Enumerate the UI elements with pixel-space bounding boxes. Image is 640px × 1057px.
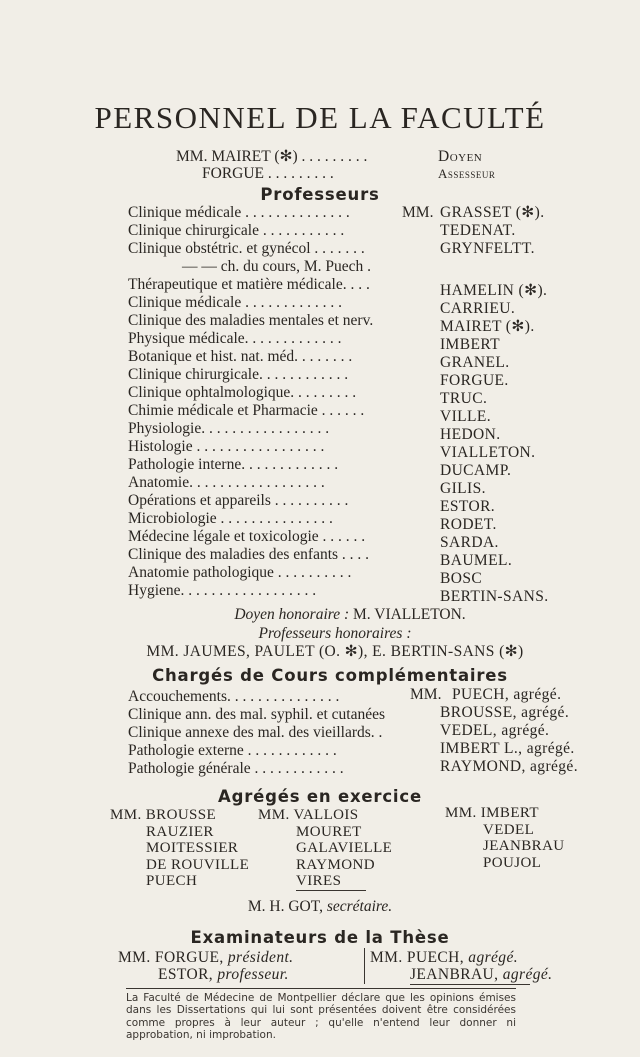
officer-name: FORGUE [202,165,265,182]
charge-name: VEDEL, agrégé. [440,722,550,739]
mm-prefix: MM. [410,686,442,703]
column-divider [364,948,365,984]
agrege-name: JEANBRAU [483,838,565,854]
examinateurs-right [370,949,552,983]
chair-subject: Clinique des maladies mentales et nerv. [128,312,374,329]
charge-subject: Clinique ann. des mal. syphil. et cutanées [128,706,385,723]
chair-name: VILLE. [440,408,492,425]
agrege-name: VEDEL [483,821,535,838]
chair-name: VIALLETON. [440,444,536,461]
chair-name: TEDENAT. [440,222,516,239]
chair-subject: Anatomie. . . . . . . . . . . . . . . . . . [128,474,325,491]
chair-subject: Histologie . . . . . . . . . . . . . . . . . [128,438,325,455]
chair-name: BAUMEL. [440,552,513,569]
agrege-name: POUJOL [483,854,542,871]
chair-name: GRASSET (✻). [440,204,545,221]
professeurs-honoraires-label: Professeurs honoraires : [258,625,412,642]
footnote-text: La Faculté de Médecine de Montpellier déclare que les opinions émises dans les Dissertations qui lui sont présentées doivent être considérées comme propres à leur auteur ; qu'elle n'entend leur donner ni approbation, ni improbation. [126,992,516,1042]
officer-row-assesseur [202,165,334,183]
agreges-column-1 [110,807,249,890]
doyen-honoraire-name: M. VIALLETON. [353,606,466,623]
chair-name: TRUC. [440,390,488,407]
secretaire-name: M. H. GOT, [247,898,323,915]
examinateur-name: ESTOR, [158,966,214,983]
chair-name: RODET. [440,516,497,533]
section-heading-agreges: Agrégés en exercice [218,787,422,806]
chair-subject: Clinique chirurgicale . . . . . . . . . . . [128,222,345,239]
charge-subject: Clinique annexe des mal. des vieillards. . [128,724,383,741]
underline-rule [296,890,366,891]
officer-role: Assesseur [438,166,496,181]
officer-role: Doyen [438,148,483,165]
chair-name: GILIS. [440,480,486,497]
agrege-name: RAUZIER [146,823,214,840]
examinateur-role: professeur. [217,966,289,983]
secretaire-line [0,898,640,916]
secretaire-role: secrétaire. [326,898,393,915]
section-heading-charges: Chargés de Cours complémentaires [152,666,508,685]
agrege-name: MOITESSIER [146,840,239,856]
examinateur-name: FORGUE, [154,949,224,966]
examinateur-name: PUECH, [406,949,465,966]
chair-subject: Clinique médicale . . . . . . . . . . . . . . [128,204,350,221]
agrege-name: VALLOIS [293,807,359,823]
examinateur-role: agrégé. [502,966,553,983]
chair-subject: Clinique médicale . . . . . . . . . . . . . [128,294,342,311]
chair-name: MAIRET (✻). [440,318,535,335]
chair-subject: Physique médicale. . . . . . . . . . . . . [128,330,342,347]
doyen-honoraire-line [0,606,640,624]
chair-subject: Médecine légale et toxicologie . . . . . . [128,528,366,545]
chair-subject: Botanique et hist. nat. méd. . . . . . . . [128,348,353,365]
footnote-rule [126,988,516,989]
mm-prefix: MM. [118,949,151,966]
chair-name: BOSC [440,570,483,587]
chair-subject: Clinique des maladies des enfants . . . . [128,546,370,563]
chair-subject: Opérations et appareils . . . . . . . . . . [128,492,349,509]
agrege-name: DE ROUVILLE [146,856,250,873]
mm-prefix: MM. [402,204,434,221]
chair-subject: Chimie médicale et Pharmacie . . . . . . [128,402,365,419]
agrege-name: MOURET [296,823,362,840]
charge-name: IMBERT L., agrégé. [440,740,575,757]
chair-subject: Pathologie interne. . . . . . . . . . . . . [128,456,339,473]
leader-dots: . . . . . . . . . [297,148,368,165]
agreges-column-3 [445,805,565,871]
chair-name: ESTOR. [440,498,496,515]
agreges-column-2 [258,807,392,890]
chair-name: SARDA. [440,534,499,551]
chair-subject: Clinique ophtalmologique. . . . . . . . . [128,384,357,401]
section-heading-examinateurs: Examinateurs de la Thèse [190,928,450,947]
chair-subject: Thérapeutique et matière médicale. . . . [128,276,370,293]
mm-prefix: MM. [445,805,477,821]
chair-subject: Microbiologie . . . . . . . . . . . . . . . [128,510,333,527]
examinateurs-left [118,949,293,983]
chair-subject: Hygiene. . . . . . . . . . . . . . . . . . [128,582,317,599]
chair-name: FORGUE. [440,372,509,389]
examinateur-role: président. [227,949,294,966]
examinateur-name: JEANBRAU, [410,966,499,983]
doyen-honoraire-label: Doyen honoraire : [234,606,350,623]
agrege-name: IMBERT [480,805,539,821]
agrege-name: RAYMOND [296,856,375,873]
charge-name: RAYMOND, agrégé. [440,758,578,775]
chair-name: CARRIEU. [440,300,516,317]
chair-name: DUCAMP. [440,462,512,479]
leader-dots: . . . . . . . . . [264,165,334,182]
charge-subject: Pathologie externe . . . . . . . . . . . . [128,742,337,759]
chair-subject: Anatomie pathologique . . . . . . . . . . [128,564,352,581]
charge-name: BROUSSE, agrégé. [440,704,570,721]
chair-name: BERTIN-SANS. [440,588,549,605]
charge-name: PUECH, agrégé. [452,686,562,703]
chair-subject: Physiologie. . . . . . . . . . . . . . . . . [128,420,330,437]
section-heading-professeurs: Professeurs [260,185,380,204]
chair-name: GRYNFELTT. [440,240,535,257]
officer-row-doyen [176,148,367,166]
chair-subject: Clinique obstétric. et gynécol . . . . . . . [128,240,365,257]
charge-subject: Accouchements. . . . . . . . . . . . . . . [128,688,340,705]
charge-subject: Pathologie générale . . . . . . . . . . . . [128,760,344,777]
chair-name: GRANEL. [440,354,510,371]
chair-name: IMBERT [440,336,501,353]
chair-subject: Clinique chirurgicale. . . . . . . . . . . . [128,366,349,383]
agrege-name: VIRES [296,873,342,889]
page-title: PERSONNEL DE LA FACULTÉ [94,100,546,135]
mm-prefix: MM. [176,148,208,165]
chair-subject: — — ch. du cours, M. Puech . [182,258,371,275]
mm-prefix: MM. [110,807,142,823]
chair-name: HAMELIN (✻). [440,282,548,299]
agrege-name: BROUSSE [145,807,217,823]
professeurs-honoraires-names: MM. JAUMES, PAULET (O. ✻), E. BERTIN-SANS (✻) [146,643,524,660]
mm-prefix: MM. [370,949,403,966]
examinateur-role: agrégé. [468,949,519,966]
underline-rule [410,984,530,985]
mm-prefix: MM. [258,807,290,823]
chair-name: HEDON. [440,426,501,443]
officer-name: MAIRET (✻) [211,148,298,165]
agrege-name: PUECH [146,873,198,889]
agrege-name: GALAVIELLE [296,840,393,856]
